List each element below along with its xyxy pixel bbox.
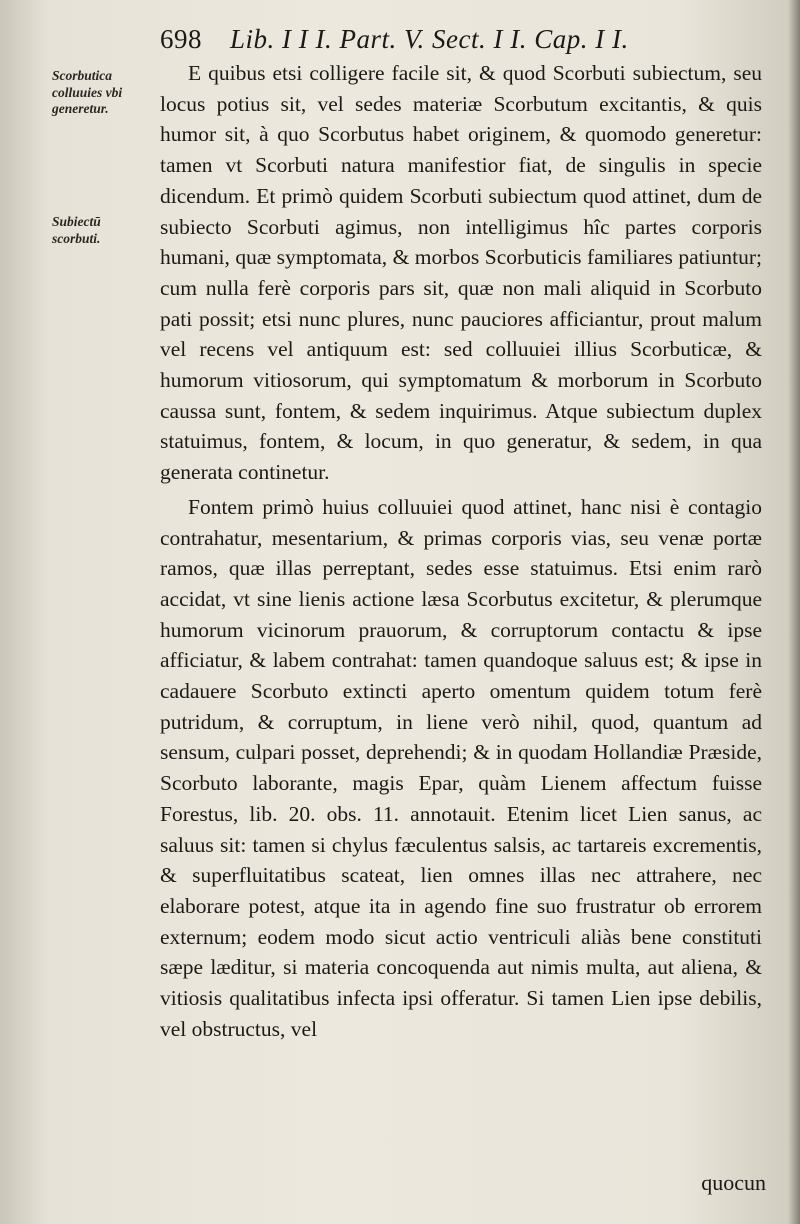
catchword: quocun (701, 1170, 766, 1195)
paragraph: Fontem primò huius colluuiei quod attinet, hanc nisi è contagio contrahatur, mesentarium, & primas corporis vias, seu venæ portæ ramos, quæ illas perreptant, sedes esse statuimus. Etsi enim rarò accidat, vt sine lienis actione læsa Scorbutus excitetur, & plerumque humorum vicinorum prauorum, & corruptorum contactu & ipse afficiatur, & labem contrahat: tamen quandoque saluus est; & ipse in cadauere Scorbuto extincti aperto omentum quidem totum ferè putridum, & corruptum, in liene verò nihil, quod, quantum ad sensum, culpari posset, deprehendi; & in quodam Hollandiæ Præside, Scorbuto laborante, magis Epar, quàm Lienem affectum fuisse Forestus, lib. 20. obs. 11. annotauit. Etenim licet Lien sanus, ac saluus sit: tamen si chylus fæculentus salsis, ac tartareis excrementis, & superfluitatibus scateat, lien omnes illas nec attrahere, nec elaborare potest, atque ita in agendo fine suo frustratur ob errorem externum; eodem modo sicut actio ventriculi aliàs bene constituti sæpe læditur, si materia concoquenda aut nimis multa, aut aliena, & vitiosis qualitatibus infecta ipsi offeratur. Si tamen Lien ipse debilis, vel obstructus, vel (160, 494, 762, 1041)
running-head (160, 24, 780, 55)
page-number: 698 (160, 24, 202, 54)
running-title: Lib. I I I. Part. V. Sect. I I. Cap. I I. (230, 24, 629, 54)
paragraph: E quibus etsi colligere facile sit, & quod Scorbuti subiectum, seu locus potius sit, vel sedes materiæ Scorbutum excitantis, & quis humor sit, à quo Scorbutus habet originem, & quomodo generetur: tamen vt Scorbuti natura manifestior fiat, de singulis in specie dicendum. Et primò quidem Scorbuti subiectum quod attinet, dum de subiecto Scorbuti agimus, non intelligimus hîc partes corporis humani, quæ symptomata, & morbos Scorbuticis familiares patiuntur; cum nulla ferè corporis pars sit, quæ non mali aliquid in Scorbuto pati possit; etsi nunc plures, nunc pauciores afficiantur, prout malum vel recens vel antiquum est: sed colluuiei illius Scorbuticæ, & humorum vitiosorum, qui symptomatum & morborum in Scorbuto caussa sunt, fontem, & sedem inquirimus. Atque subiectum duplex statuimus, fontem, & locum, in quo generatur, & sedem, in qua generata continetur. (160, 61, 762, 485)
marginal-note: Scorbutica colluuies vbi generetur. (52, 68, 123, 116)
main-text (160, 58, 762, 1045)
page-edge-shadow (788, 0, 800, 1224)
marginal-note: Subiectū scorbuti. (52, 214, 101, 246)
